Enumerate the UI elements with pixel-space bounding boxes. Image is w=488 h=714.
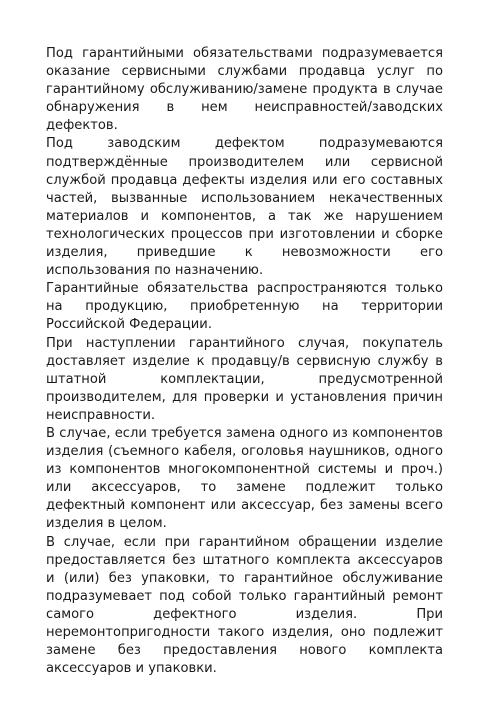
paragraph-warranty-definition: Под гарантийными обязательствами подразумевается оказание сервисными службами продавца услуг по гарантийному обслуживанию/замене продукта в случае обнаружения в нем неисправностей/заводских дефектов. xyxy=(46,46,443,134)
warranty-text-block xyxy=(46,45,443,678)
paragraph-factory-defect: Под заводским дефектом подразумеваются подтверждённые производителем или сервисной службой продавца дефекты изделия или его составных частей, вызванные использованием некачественных материалов и компонентов, а так же нарушением технологических процессов при изготовлении и сборке изделия, приведшие к невозможности его использования по назначению. xyxy=(46,136,443,279)
paragraph-territory: Гарантийные обязательства распространяются только на продукцию, приобретенную на территории Российской Федерации. xyxy=(46,281,443,333)
paragraph-component-replacement: В случае, если требуется замена одного из компонентов изделия (съемного кабеля, оголовья наушников, одного из компонентов многокомпонентной системы и проч.) или аксессуаров, то замене подлежит только дефектный компонент или аксессуар, без замены всего изделия в целом. xyxy=(46,425,443,532)
paragraph-without-accessories: В случае, если при гарантийном обращении изделие предоставляется без штатного комплекта аксессуаров и (или) без упаковки, то гарантийное обслуживание подразумевает под собой только гарантийный ремонт самого дефектного изделия. При неремонтопригодности такого изделия, оно подлежит замене без предоставления нового комплекта аксессуаров и упаковки. xyxy=(46,534,443,677)
paragraph-warranty-case: При наступлении гарантийного случая, покупатель доставляет изделие к продавцу/в сервисную службу в штатной комплектации, предусмотренной производителем, для проверки и установления причин неисправности. xyxy=(46,335,443,423)
